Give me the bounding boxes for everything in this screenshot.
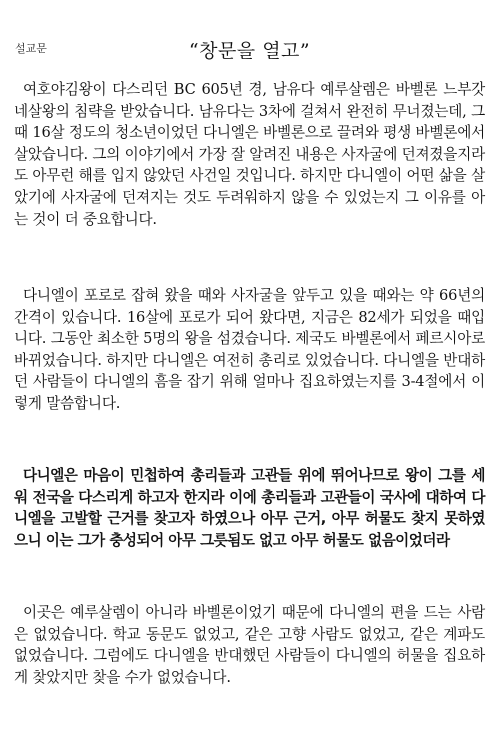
paragraph-4: 이곳은 예루살렘이 아니라 바벨론이었기 때문에 다니엘의 편을 드는 사람은 없었습니다. 학교 동문도 없었고, 같은 고향 사람도 없었고, 같은 계파도 없었습니다. 그럼에도 다니엘을 반대했던 사람들이 다니엘의 허물을 집요하게 찾았지만 찾을 수가 없었습니다.	[14, 604, 485, 686]
scripture-quote: 다니엘은 마음이 민첩하여 총리들과 고관들 위에 뛰어나므로 왕이 그를 세워 전국을 다스리게 하고자 한지라 이에 총리들과 고관들이 국사에 대하여 다니엘을 고발할 근거를 찾고자 하였으나 아무 근거, 아무 허물도 찾지 못하였으니 이는 그가 충성되어 아무 그릇됨도 없고 아무 허물도 없음이었더라	[14, 467, 485, 549]
page-title: “창문을 열고”	[188, 40, 311, 62]
document-label: 설교문	[15, 42, 47, 55]
paragraph-1: 여호야김왕이 다스리던 BC 605년 경, 남유다 예루살렘은 바벨론 느부갓네살왕의 침략을 받았습니다. 남유다는 3차에 걸쳐서 완전히 무너졌는데, 그때 16살 정도의 청소년이었던 다니엘은 바벨론으로 끌려와 평생 바벨론에서 살았습니다. 그의 이야기에서 가장 잘 알려진 내용은 사자굴에 던져졌을지라도 아무런 해를 입지 않았던 사건일 것입니다. 하지만 다니엘이 어떤 삶을 살았기에 사자굴에 던져지는 것도 두려워하지 않을 수 있었는지 그 이유를 아는 것이 더 중요합니다.	[14, 81, 485, 228]
paragraph-2: 다니엘이 포로로 잡혀 왔을 때와 사자굴을 앞두고 있을 때와는 약 66년의 간격이 있습니다. 16살에 포로가 되어 왔다면, 지금은 82세가 되었을 때입니다. 그동안 최소한 5명의 왕을 섬겼습니다. 제국도 바벨론에서 페르시아로 바뀌었습니다. 하지만 다니엘은 여전히 총리로 있었습니다. 다니엘을 반대하던 사람들이 다니엘의 흠을 잡기 위해 얼마나 집요하였는지를 3-4절에서 이렇게 말씀합니다.	[14, 287, 485, 412]
